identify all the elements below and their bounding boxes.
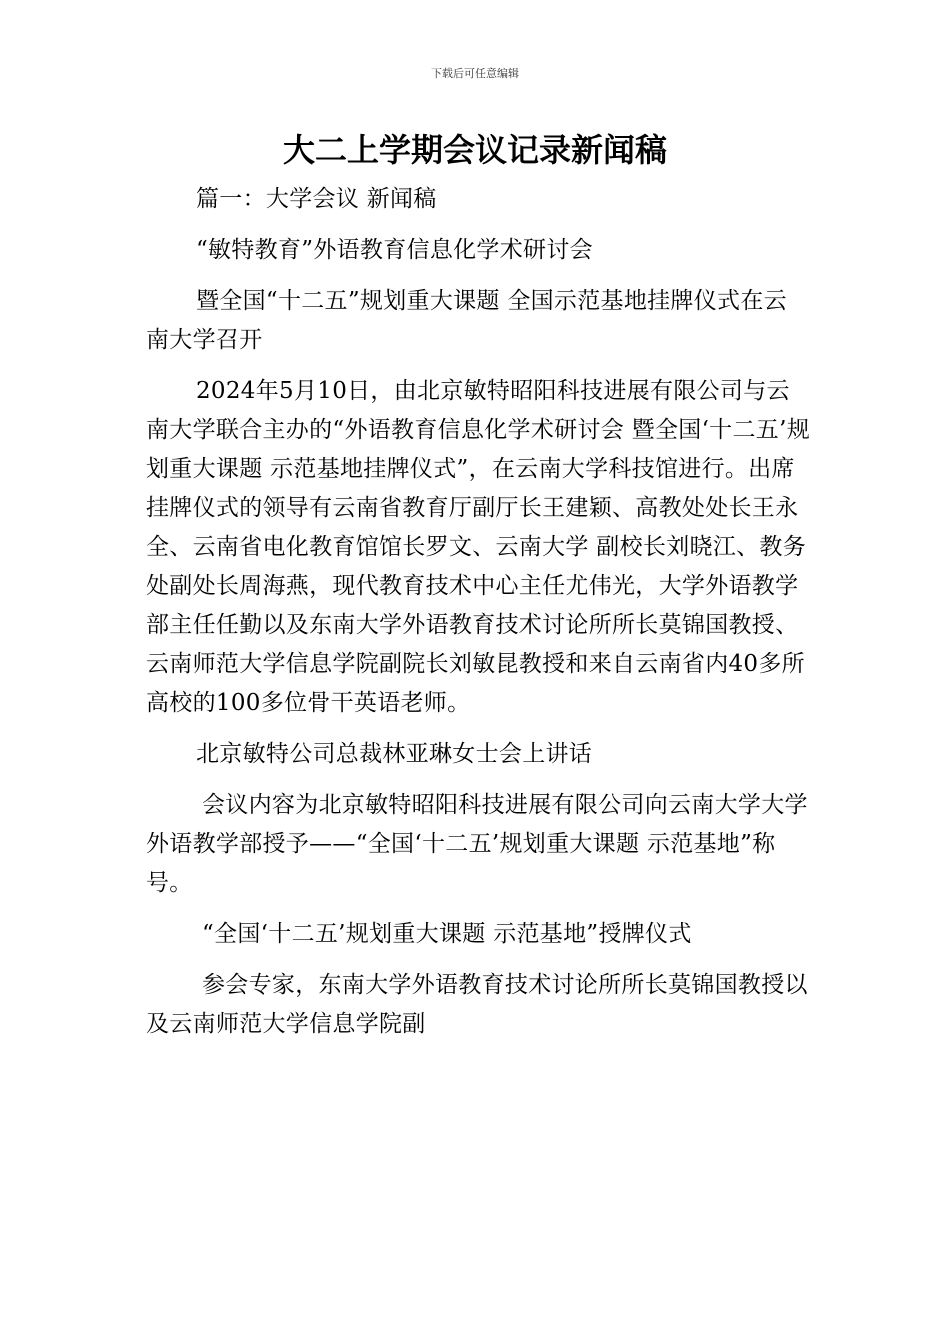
- header-note: 下载后可任意编辑: [431, 67, 519, 80]
- document-title: 大二上学期会议记录新闻稿: [282, 131, 667, 169]
- paragraph-event-subtitle: 暨全国“十二五”规划重大课题 全国示范基地挂牌仪式在云南大学召开: [146, 288, 787, 353]
- paragraph-photo-caption-ceremony: “全国‘十二五’规划重大课题 示范基地”授牌仪式: [202, 921, 692, 947]
- paragraph-main-report: 2024年5月10日，由北京敏特昭阳科技进展有限公司与云南大学联合主办的“外语教育信息化学术研讨会 暨全国‘十二五’规划重大课题 示范基地挂牌仪式”，在云南大学科技馆进行。出席挂牌仪式的领导有云南省教育厅副厅长王建颖、高教处处长王永全、云南省电化教育馆馆长罗文、云南大学 副校长刘晓江、教务处副处长周海燕，现代教育技术中心主任尤伟光，大学外语教学部主任任勤以及东南大学外语教育技术讨论所所长莫锦国教授、云南师范大学信息学院副院长刘敏昆教授和来自云南省内40多所高校的100多位骨干英语老师。: [146, 378, 810, 716]
- paragraph-section-heading: 篇一：大学会议 新闻稿: [196, 186, 437, 212]
- paragraph-event-name: “敏特教育”外语教育信息化学术研讨会: [196, 237, 593, 263]
- paragraph-experts: 参会专家，东南大学外语教育技术讨论所所长莫锦国教授以及云南师范大学信息学院副: [146, 972, 808, 1037]
- document-body: [146, 180, 810, 1044]
- paragraph-photo-caption-speech: 北京敏特公司总裁林亚琳女士会上讲话: [196, 741, 593, 767]
- paragraph-meeting-content: 会议内容为北京敏特昭阳科技进展有限公司向云南大学大学外语教学部授予——“全国‘十二五’规划重大课题 示范基地”称号。: [146, 792, 808, 896]
